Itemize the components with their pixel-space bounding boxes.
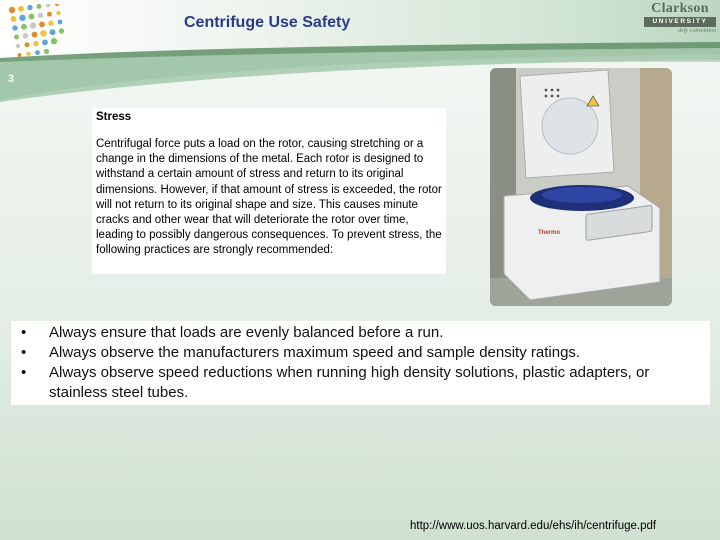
logo-dot xyxy=(12,25,17,30)
logo-dot xyxy=(26,52,30,56)
brand-name: Clarkson xyxy=(651,1,709,16)
logo-dot xyxy=(44,49,49,54)
stress-heading: Stress xyxy=(96,111,132,123)
bullet-text: Always observe the manufacturers maximum speed and sample density ratings. xyxy=(49,344,581,361)
bullet-text: Always ensure that loads are evenly balanced before a run. xyxy=(49,324,444,341)
logo-dot xyxy=(29,14,35,20)
logo-dot xyxy=(30,22,36,28)
recommendations-box xyxy=(11,321,710,405)
brand-subtitle: UNIVERSITY xyxy=(644,17,716,27)
logo-dot xyxy=(11,16,17,22)
logo-dot xyxy=(59,28,64,33)
logo-dots-icon xyxy=(6,4,66,62)
slide-title: Centrifuge Use Safety xyxy=(184,14,351,31)
logo-dot xyxy=(55,4,59,6)
logo-dot xyxy=(56,11,60,15)
logo-dot xyxy=(47,12,52,17)
centrifuge-illustration xyxy=(490,68,672,306)
slide-number: 3 xyxy=(8,73,15,85)
logo-dot xyxy=(39,21,45,27)
logo-dot xyxy=(35,50,40,55)
logo-dot xyxy=(51,38,57,44)
bullet-marker: • xyxy=(21,364,27,381)
logo-dot xyxy=(27,5,32,10)
logo-dot xyxy=(18,6,24,12)
logo-dot xyxy=(18,53,22,57)
logo-dot xyxy=(9,7,15,13)
logo-dot xyxy=(33,41,38,46)
logo-dot xyxy=(21,24,27,30)
clarkson-logo xyxy=(644,2,716,38)
logo-dot xyxy=(48,21,53,26)
logo-dot xyxy=(37,4,42,9)
logo-dot xyxy=(14,35,19,40)
brand-tagline: defy convention xyxy=(678,28,716,34)
lid-window xyxy=(542,98,598,154)
logo-dot xyxy=(42,39,48,45)
logo-dot xyxy=(23,33,28,38)
centrifuge-photo xyxy=(490,68,672,306)
logo-dot xyxy=(16,44,20,48)
stress-excerpt xyxy=(92,108,446,274)
logo-dot xyxy=(38,13,43,18)
bullet-marker: • xyxy=(21,324,27,341)
source-link[interactable]: http://www.uos.harvard.edu/ehs/ih/centrifuge.pdf xyxy=(410,520,657,532)
logo-dot xyxy=(50,29,56,35)
logo-dot xyxy=(58,20,63,25)
logo-dot xyxy=(40,30,46,36)
logo-dot xyxy=(19,15,25,21)
photo-brand-label: Thermo xyxy=(538,230,561,236)
logo-dot xyxy=(25,42,30,47)
logo-dot xyxy=(32,32,38,38)
bullet-text: Always observe speed reductions when running high density solutions, plastic adapters, or stainless steel tubes. xyxy=(49,364,650,401)
bullet-marker: • xyxy=(21,344,27,361)
stress-body: Centrifugal force puts a load on the rotor, causing stretching or a change in the dimensions of the metal. Each rotor is designed to withstand a certain amount of stress and return to its original dimensions. However, if that amount of stress is exceeded, the rotor will not return to its original shape and size. This causes minute cracks and other wear that will deteriorate the rotor over time, leading to possibly dangerous consequences. To prevent stress, the following practices are strongly recommended: xyxy=(96,138,442,257)
logo-dot xyxy=(46,4,50,7)
